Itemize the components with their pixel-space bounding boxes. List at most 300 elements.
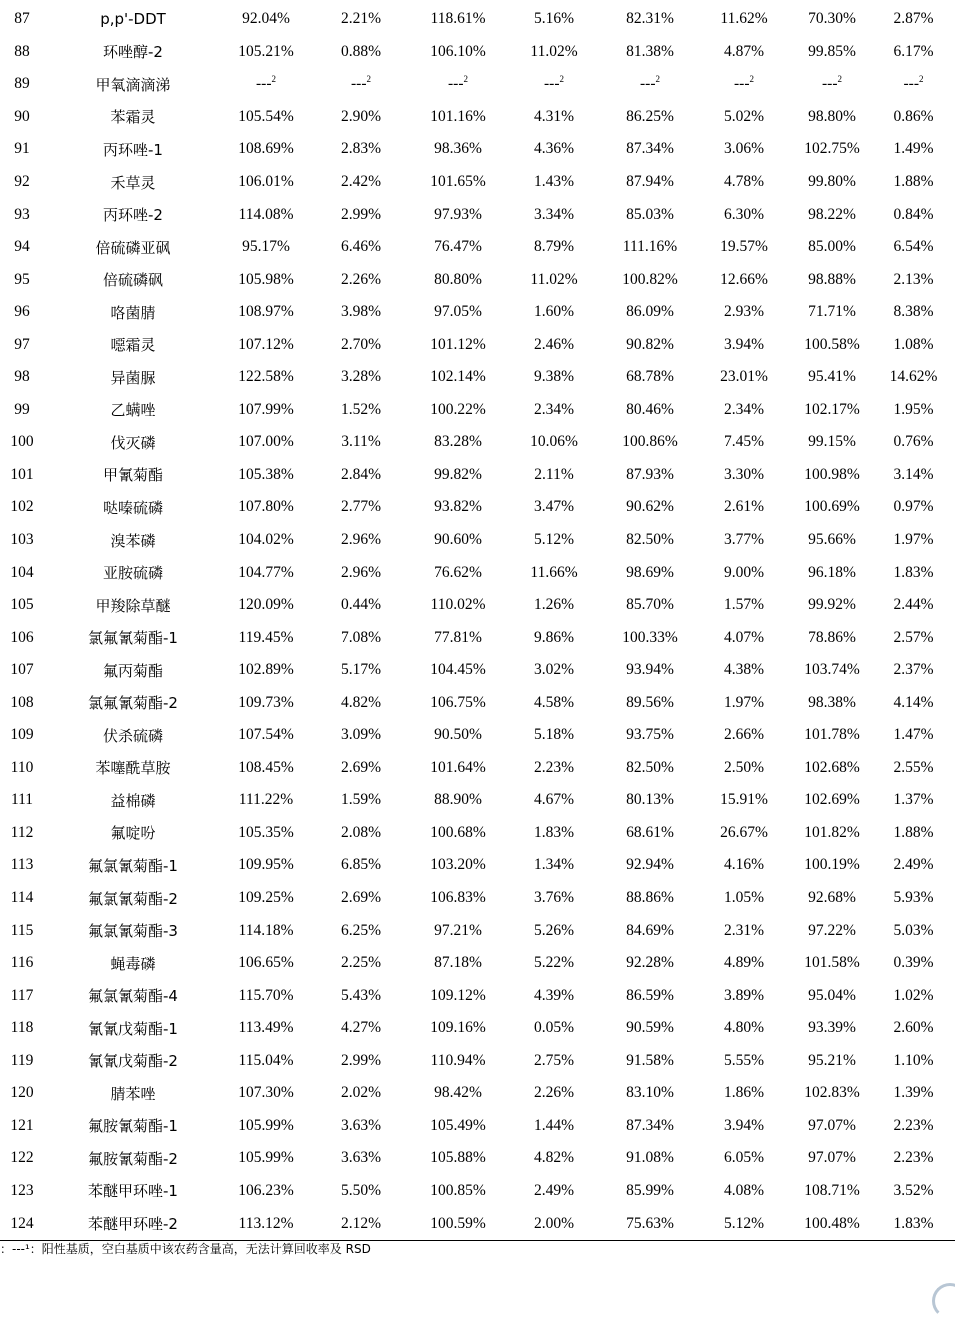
recovery-cell: 86.09% [626,303,674,321]
recovery-cell: 82.50% [626,531,674,549]
recovery-cell: 108.71% [804,1181,860,1199]
recovery-cell: 105.49% [430,1116,486,1134]
rsd-cell: 5.50% [340,1181,382,1199]
rsd-cell: 7.08% [340,628,382,646]
row-number: 120 [10,1084,34,1102]
table-row [0,133,955,166]
row-number: 124 [0,1207,44,1240]
recovery-cell: 86.59% [626,986,674,1004]
recovery-cell: 80.13% [626,791,674,809]
row-number: 115 [10,921,34,939]
rsd-cell: 11.62% [720,10,768,28]
rsd-cell: 4.07% [723,628,765,646]
rsd-cell: 2.66% [723,726,765,744]
recovery-cell: 100.58% [804,335,860,353]
footnote-marker: 2 [655,74,660,85]
recovery-cell: 100.19% [804,856,860,874]
recovery-cell: 99.85% [808,42,856,60]
rsd-cell: 1.83% [872,1207,955,1240]
rsd-cell: 5.93% [893,889,934,907]
row-number: 111 [10,791,34,809]
recovery-cell: 97.93% [434,205,482,223]
rsd-cell: 2.34% [533,400,575,418]
rsd-cell: 2.00% [504,1207,604,1240]
recovery-cell: 95.21% [808,1051,856,1069]
rsd-cell: 2.49% [533,1181,575,1199]
rsd-cell: 3.09% [340,726,382,744]
recovery-cell: 100.48% [792,1207,872,1240]
rsd-cell: 2.50% [723,758,765,776]
rsd-cell: 1.49% [893,140,934,158]
recovery-cell: ---$^2$ [822,74,842,93]
recovery-cell: 100.85% [430,1181,486,1199]
rsd-cell: ---$^2$ [544,74,564,93]
pesticide-name: 亚胺硫磷 [102,564,163,583]
rsd-cell: 5.12% [696,1207,792,1240]
rsd-cell: 2.93% [723,303,765,321]
row-number: 103 [10,531,34,549]
recovery-cell: 100.59% [412,1207,504,1240]
recovery-cell: 115.70% [238,986,294,1004]
table-row [0,784,955,817]
row-number: 96 [14,303,30,321]
table-row [0,556,955,589]
recovery-cell: 98.69% [626,563,674,581]
row-number: 93 [14,205,30,223]
rsd-cell: 2.46% [533,335,575,353]
recovery-cell: 97.05% [434,303,482,321]
row-number: 114 [10,889,34,907]
pesticide-name: 益棉磷 [110,791,156,810]
rsd-cell: 1.95% [893,400,934,418]
recovery-cell: 100.98% [804,465,860,483]
rsd-cell: 6.46% [340,238,382,256]
rsd-cell: 5.16% [533,10,575,28]
row-number: 123 [10,1181,34,1199]
rsd-cell: 2.25% [340,954,382,972]
rsd-cell: 3.28% [340,368,382,386]
table-row [0,1045,955,1078]
row-number: 118 [10,1019,34,1037]
recovery-cell: 102.68% [804,758,860,776]
table-row [0,621,955,654]
table-row [0,589,955,622]
table-row [0,328,955,361]
recovery-cell: 99.15% [808,433,856,451]
table-row [0,914,955,947]
rsd-cell: 5.03% [893,921,934,939]
recovery-cell: 108.69% [238,140,294,158]
row-number: 117 [10,986,34,1004]
recovery-cell: 98.36% [434,140,482,158]
recovery-cell: 92.68% [808,889,856,907]
recovery-cell: 90.62% [626,498,674,516]
recovery-cell: 106.83% [430,889,486,907]
rsd-cell: 1.08% [893,335,934,353]
row-number: 113 [10,856,34,874]
recovery-cell: 87.34% [626,1116,674,1134]
table-row [0,719,955,752]
recovery-cell: 100.33% [622,628,678,646]
pesticide-name: 氰氰戊菊酯-1 [88,1019,178,1038]
rsd-cell: 2.26% [533,1084,575,1102]
rsd-cell: 4.87% [723,42,765,60]
rsd-cell: 6.25% [340,921,382,939]
rsd-cell: 2.13% [893,270,934,288]
recovery-cell: 102.69% [804,791,860,809]
recovery-cell: 113.12% [222,1207,310,1240]
recovery-cell: 114.18% [238,921,294,939]
pesticide-name: 苯噻酰草胺 [95,759,171,778]
recovery-cell: 108.45% [238,758,294,776]
recovery-cell: 104.02% [238,531,294,549]
rsd-cell: 1.88% [893,173,934,190]
pesticide-name: 丙环唑-2 [103,206,163,225]
pesticide-name: 蝇毒磷 [110,954,156,973]
rsd-cell: 0.05% [533,1019,575,1037]
rsd-cell: 7.45% [723,433,765,451]
recovery-cell: 90.50% [434,726,482,744]
rsd-cell: 5.22% [533,954,575,972]
pesticide-name: 氰氰戊菊酯-2 [88,1052,178,1071]
rsd-cell: 2.26% [340,270,382,288]
rsd-cell: 2.83% [340,140,382,158]
recovery-cell: 87.94% [626,173,674,190]
rsd-cell: 5.43% [340,986,382,1004]
rsd-cell: 3.94% [723,1116,765,1134]
rsd-cell: 5.17% [340,661,382,679]
recovery-cell: 102.83% [804,1084,860,1102]
rsd-cell: 2.02% [340,1084,382,1102]
rsd-cell: 3.30% [723,465,765,483]
rsd-cell: 2.44% [893,596,934,614]
rsd-cell: 0.84% [893,205,934,223]
rsd-cell: 3.94% [723,335,765,353]
recovery-cell: 100.86% [622,433,678,451]
table-row [0,296,955,329]
footnote-marker: 2 [366,74,371,85]
recovery-cell: 93.82% [434,498,482,516]
table-row [0,1012,955,1045]
recovery-cell: 105.54% [238,107,294,125]
recovery-cell: 100.82% [622,270,678,288]
recovery-cell: 91.58% [626,1051,674,1069]
rsd-cell: 9.38% [533,368,575,386]
recovery-cell: 105.35% [238,823,294,841]
rsd-cell: 6.05% [723,1149,765,1167]
pesticide-name: 倍硫磷亚砜 [95,238,171,257]
row-number: 91 [14,140,30,158]
pesticide-name: 苯醚甲环唑-2 [44,1207,222,1240]
recovery-cell: 107.00% [238,433,294,451]
table-row [0,752,955,785]
recovery-cell: 95.17% [242,238,290,256]
rsd-cell: 3.47% [533,498,575,516]
row-number: 109 [10,726,34,744]
table-row [0,654,955,687]
recovery-cell: 105.98% [238,270,294,288]
recovery-cell: 83.10% [626,1084,674,1102]
recovery-cell: 103.74% [804,661,860,679]
recovery-cell: 109.95% [238,856,294,874]
recovery-cell: 85.70% [626,596,674,614]
rsd-cell: 2.12% [310,1207,412,1240]
recovery-cell: 89.56% [626,693,674,711]
recovery-cell: 98.38% [808,693,856,711]
rsd-cell: 1.47% [893,726,934,744]
rsd-cell: 1.59% [340,791,382,809]
pesticide-name: 苯霜灵 [110,108,156,127]
rsd-cell: 2.31% [723,921,765,939]
pesticide-name: 氟氯氰菊酯-2 [88,889,178,908]
pesticide-name: 丙环唑-1 [103,140,163,159]
recovery-cell: 106.10% [430,42,486,60]
rsd-cell: 2.60% [893,1019,934,1037]
recovery-cell: 99.82% [434,465,482,483]
pesticide-name: 溴苯磷 [110,531,156,550]
rsd-cell: 1.86% [723,1084,765,1102]
rsd-cell: 15.91% [720,791,768,809]
pesticide-name: 伐灭磷 [110,433,156,452]
row-number: 90 [14,107,30,125]
rsd-cell: 11.02% [530,42,578,60]
row-number: 87 [14,10,30,28]
recovery-cell: 95.66% [808,531,856,549]
rsd-cell: 1.83% [533,823,575,841]
recovery-cell: 97.22% [808,921,856,939]
recovery-cell: 110.02% [430,596,486,614]
rsd-cell: ---$^2$ [351,74,371,93]
rsd-cell: 4.08% [723,1181,765,1199]
recovery-cell: 119.45% [238,628,294,646]
rsd-cell: 3.11% [341,433,381,451]
rsd-cell: 2.69% [340,758,382,776]
rsd-cell: 4.67% [533,791,575,809]
pesticide-name: 甲氰菊酯 [102,466,163,485]
rsd-cell: 5.02% [723,107,765,125]
row-number: 108 [10,693,34,711]
recovery-cell: 100.68% [430,823,486,841]
rsd-cell: 2.96% [340,531,382,549]
recovery-cell: 106.75% [430,693,486,711]
footnote-marker: 2 [919,74,924,85]
recovery-cell: 103.20% [430,856,486,874]
rsd-cell: 3.63% [340,1149,382,1167]
recovery-cell: 87.34% [626,140,674,158]
pesticide-name: 氟胺氰菊酯-1 [88,1117,178,1136]
rsd-cell: 4.27% [340,1019,382,1037]
rsd-cell: 0.97% [893,498,934,516]
recovery-cell: 101.58% [804,954,860,972]
pesticide-name: 氯氟氰菊酯-1 [88,629,178,648]
rsd-cell: 8.38% [893,303,934,321]
rsd-cell: 8.79% [533,238,575,256]
rsd-cell: 10.06% [530,433,578,451]
rsd-cell: 2.49% [893,856,934,874]
recovery-cell: 75.63% [604,1207,696,1240]
recovery-cell: 101.78% [804,726,860,744]
rsd-cell: 3.98% [340,303,382,321]
rsd-cell: 2.57% [893,628,934,646]
recovery-cell: 97.21% [434,921,482,939]
rsd-cell: 3.76% [533,889,575,907]
recovery-cell: 88.86% [626,889,674,907]
row-number: 110 [10,758,34,776]
rsd-cell: 4.82% [340,693,382,711]
recovery-cell: 109.25% [238,889,294,907]
footnote-marker: 2 [749,74,754,85]
rsd-cell: 4.82% [533,1149,575,1167]
pesticide-name: 氟丙菊酯 [102,661,163,680]
recovery-cell: 109.73% [238,693,294,711]
rsd-cell: 3.89% [723,986,765,1004]
row-number: 102 [10,498,34,516]
recovery-cell: 85.99% [626,1181,674,1199]
row-number: 95 [14,270,30,288]
recovery-cell: 76.47% [434,238,482,256]
pesticide-name: 氟胺氰菊酯-2 [88,1149,178,1168]
rsd-cell: 6.30% [723,205,765,223]
recovery-cell: 122.58% [238,368,294,386]
rsd-cell: 1.60% [533,303,575,321]
recovery-cell: 85.03% [626,205,674,223]
recovery-cell: 68.78% [626,368,674,386]
row-number: 101 [10,465,34,483]
recovery-cell: 77.81% [434,628,482,646]
recovery-cell: 82.50% [626,758,674,776]
rsd-cell: 2.21% [340,10,382,28]
rsd-cell: 1.02% [893,986,934,1004]
rsd-cell: 0.88% [340,42,382,60]
rsd-cell: 4.78% [723,173,765,190]
recovery-cell: ---$^2$ [448,74,468,93]
rsd-cell: 0.86% [893,107,934,125]
pesticide-name: 咯菌腈 [110,303,156,322]
rsd-cell: 3.63% [340,1116,382,1134]
recovery-cell: 91.08% [626,1149,674,1167]
rsd-cell: 2.37% [893,661,934,679]
rsd-cell: 4.89% [723,954,765,972]
rsd-cell: 3.34% [533,205,575,223]
rsd-cell: 5.12% [533,531,575,549]
rsd-cell: 9.86% [533,628,575,646]
rsd-cell: 1.97% [723,693,765,711]
pesticide-name: 氯氟氰菊酯-2 [88,694,178,713]
recovery-cell: 110.94% [430,1051,486,1069]
rsd-cell: ---$^2$ [903,74,924,93]
rsd-cell: 4.14% [893,693,934,711]
recovery-cell: 107.12% [238,335,294,353]
recovery-cell: 84.69% [626,921,674,939]
pesticide-name: 氟氯氰菊酯-3 [88,922,178,941]
footnote-marker: 2 [463,74,468,85]
table-row [0,198,955,231]
rsd-cell: 1.52% [340,400,382,418]
rsd-cell: 2.23% [893,1116,934,1134]
table-row [0,947,955,980]
rsd-cell: 3.14% [893,465,934,483]
rsd-cell: 1.57% [723,596,765,614]
recovery-cell: 80.46% [626,400,674,418]
row-number: 97 [14,335,30,353]
recovery-cell: 81.38% [626,42,674,60]
table-row [0,36,955,69]
recovery-cell: 92.94% [626,856,674,874]
rsd-cell: 2.99% [340,1051,382,1069]
rsd-cell: 2.87% [893,10,934,28]
recovery-cell: 96.18% [808,563,856,581]
table-row [0,3,955,36]
recovery-cell: 97.07% [808,1149,856,1167]
table-row [0,426,955,459]
table-row [0,263,955,296]
recovery-cell: 115.04% [238,1051,294,1069]
recovery-cell: 101.12% [430,335,486,353]
row-number: 119 [10,1051,34,1069]
recovery-cell: 98.22% [808,205,856,223]
recovery-cell: 118.61% [430,10,486,28]
recovery-cell: 101.65% [430,173,486,190]
row-number: 88 [14,42,30,60]
rsd-cell: 2.34% [723,400,765,418]
recovery-cell: 105.99% [238,1149,294,1167]
recovery-cell: 98.42% [434,1084,482,1102]
rsd-cell: 19.57% [720,238,768,256]
rsd-cell: 1.05% [723,889,765,907]
rsd-cell: 2.96% [340,563,382,581]
recovery-cell: 95.41% [808,368,856,386]
rsd-cell: 11.66% [530,563,578,581]
rsd-cell: 11.02% [530,270,578,288]
recovery-cell: 101.64% [430,758,486,776]
watermark-logo [932,1283,955,1319]
rsd-cell: 2.23% [893,1149,934,1167]
pesticide-name: 倍硫磷砜 [102,271,163,290]
rsd-cell: 2.69% [340,889,382,907]
rsd-cell: 6.17% [893,42,934,60]
recovery-cell: 111.22% [238,791,294,809]
table-row [0,1110,955,1143]
table-row [0,1142,955,1175]
rsd-cell: 1.88% [893,823,934,841]
recovery-cell: 101.16% [430,107,486,125]
rsd-cell: 2.61% [723,498,765,516]
row-number: 107 [10,661,34,679]
rsd-cell: 4.58% [533,693,575,711]
rsd-cell: ---$^2$ [734,74,754,93]
rsd-cell: 2.75% [533,1051,575,1069]
table-row [0,361,955,394]
rsd-cell: 9.00% [723,563,765,581]
recovery-cell: 99.92% [808,596,856,614]
table-row [0,1207,955,1240]
row-number: 94 [14,238,30,256]
rsd-cell: 2.42% [340,173,382,190]
pesticide-name: 甲氧滴滴涕 [95,75,171,94]
rsd-cell: 1.39% [893,1084,934,1102]
rsd-cell: 5.55% [723,1051,765,1069]
table-row [0,849,955,882]
row-number: 99 [14,400,30,418]
recovery-cell: 111.16% [622,238,678,256]
table-row [0,231,955,264]
recovery-cell: 82.31% [626,10,674,28]
pesticide-name: 哒嗪硫磷 [102,498,163,517]
rsd-cell: 1.43% [533,173,575,190]
recovery-cell: 80.80% [434,270,482,288]
row-number: 116 [10,954,34,972]
rsd-cell: 2.23% [533,758,575,776]
